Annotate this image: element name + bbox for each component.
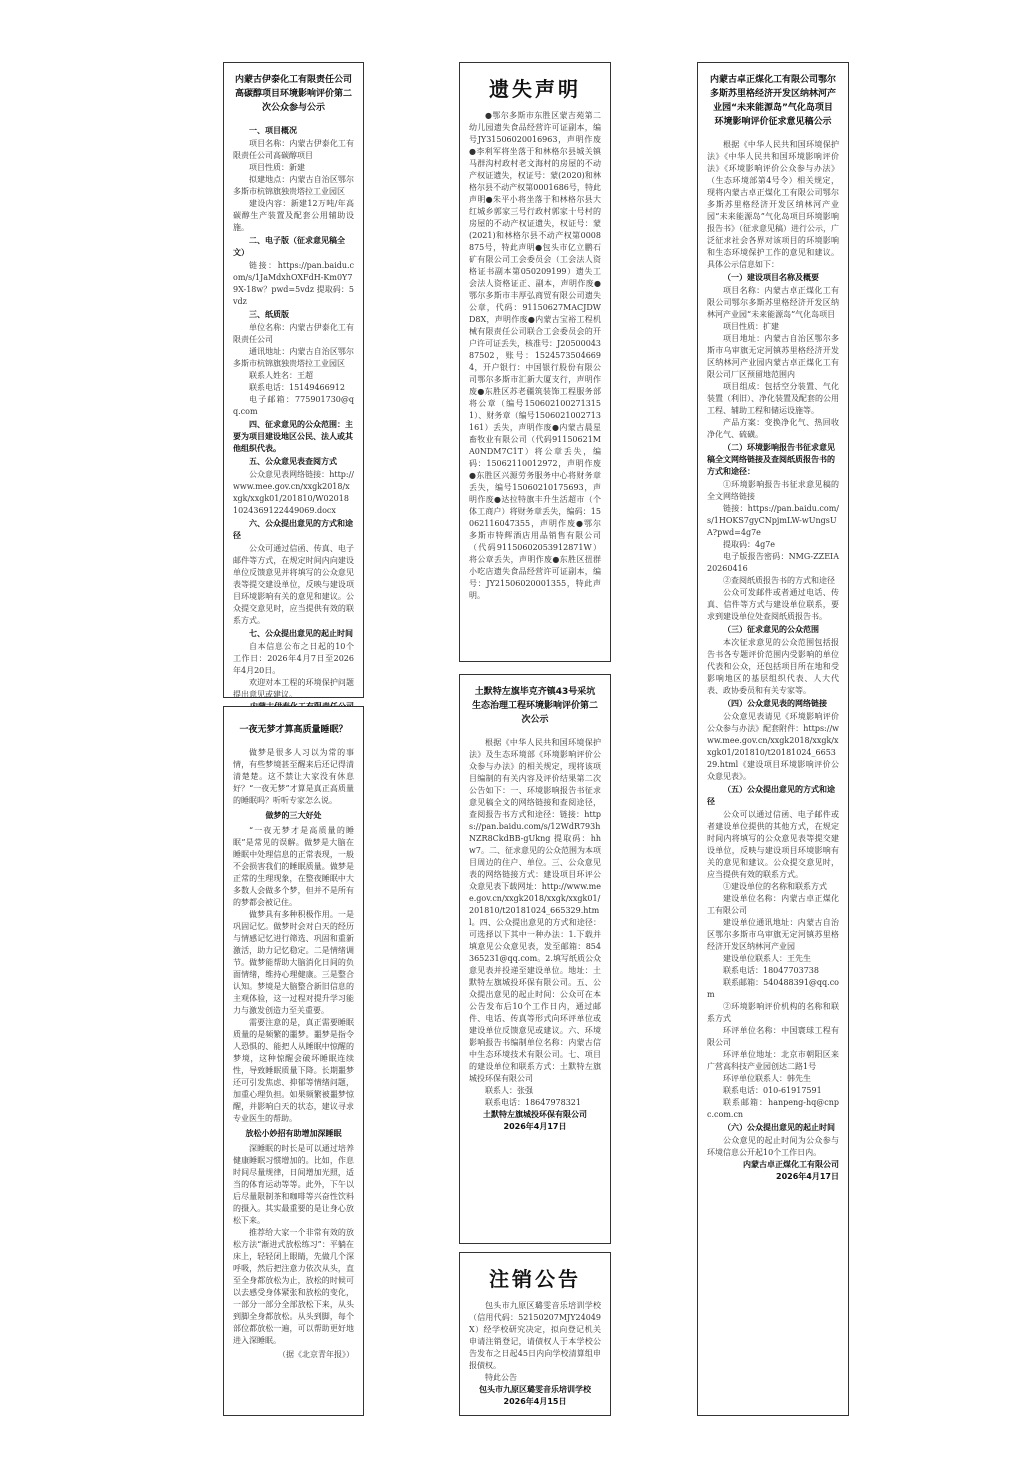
paragraph: 自本信息公布之日起的10个工作日：2026年4月7日至2026年4月20日。 (233, 642, 354, 675)
paragraph: ②环境影响评价机构的名称和联系方式 (707, 1002, 839, 1023)
paragraph: 深睡眠的时长是可以通过培养健康睡眠习惯增加的。比如，作息时间尽量规律，日间增加光照，适当的体育运动等等。此外，下午以后尽量限制茶和咖啡等兴奋性饮料的摄入。其实最重要的是让身心放松下来。 (233, 1144, 354, 1225)
signature-line: 2026年4月17日 (776, 1172, 839, 1181)
notice-body (233, 125, 354, 725)
signature-line: 土默特左旗城投环保有限公司 (483, 1110, 587, 1119)
notice-title: 内蒙古伊泰化工有限责任公司高碳醇项目环境影响评价第二次公众参与公示 (235, 75, 353, 113)
paragraph: 推荐给大家一个非常有效的放松方法“渐进式放松练习”：平躺在床上，轻轻闭上眼睛，先做几个深呼吸，然后把注意力依次从头，直至全身都放松为止，放松的时候可以去感受身体紧张和放松的变化，一部分一部分全部放松下来，从头到脚全身都放松。从头到脚，每个部位都放松一遍，可以帮助更好地进入深睡眠。 (233, 1228, 354, 1345)
paragraph: 链接：https://pan.baidu.com/s/1HOKS7gyCNpjmLW-wUngsUA?pwd=4g7e (707, 504, 839, 537)
paragraph: 建设单位联系人：王先生 (723, 954, 811, 963)
paragraph: 联系邮箱：540488391@qq.com (707, 978, 839, 999)
article-title: 一夜无梦才算高质量睡眠？ (239, 725, 348, 735)
paragraph: 电子邮箱：775901730@qq.com (233, 395, 354, 416)
paragraph: 公众可以通过信函、电子邮件或者建设单位提供的其他方式，在规定时间内将填写的公众意见表等提交建设单位，反映与建设项目环境影响有关的意见和建议。公众提交意见时，应当提供有效的联系方式。 (707, 810, 839, 879)
deregistration-body (469, 1300, 601, 1408)
section-heading: （一）建设项目名称及概要 (723, 273, 819, 282)
notice-yitai-eia (223, 62, 364, 698)
deregistration-notice (459, 1252, 611, 1416)
section-heading: （四）公众意见表的网络链接 (723, 699, 827, 708)
section-heading: （二）环境影响报告书征求意见稿全文网络链接及查阅纸质报告书的方式和途径： (707, 443, 835, 476)
paragraph: 环评单位地址：北京市朝阳区来广营高科技产业园创达二路1号 (707, 1050, 839, 1071)
paragraph: 做梦是很多人习以为常的事情，有些梦境甚至醒来后还记得清清楚楚。这不禁让大家没有休息好？“一夜无梦”才算是真正高质量的睡眠吗？听听专家怎么说。 (233, 748, 354, 805)
paragraph: 通讯地址：内蒙古自治区鄂尔多斯市杭锦旗独贵塔拉工业园区 (233, 347, 354, 368)
notice-title: 内蒙古卓正煤化工有限公司鄂尔多斯苏里格经济开发区纳林河产业园“未来能源岛”气化岛项目环境影响评价征求意见稿公示 (709, 75, 836, 127)
paragraph: 联系电话：15149466912 (249, 383, 345, 392)
subheading: 放松小妙招有助增加深睡眠 (245, 1129, 342, 1138)
lost-notices (459, 62, 611, 662)
paragraph: 建设单位名称：内蒙古卓正煤化工有限公司 (707, 894, 839, 915)
paragraph: 公众可发邮件或者通过电话、传真、信件等方式与建设单位联系，要求到建设单位处查阅纸质报告书。 (707, 588, 839, 621)
paragraph: “一夜无梦才是高质量的睡眠”是常见的误解。做梦是大脑在睡眠中处理信息的正常表现，一般不会损害我们的睡眠质量。做梦是正常的生理现象，在整夜睡眠中大多数人会做多个梦，但并不是所有的梦都会被记住。 (233, 826, 354, 907)
paragraph: 提取码：4g7e (723, 540, 776, 549)
paragraph: 需要注意的是，真正需要睡眠质量的是频繁的噩梦。噩梦是指令人恐惧的、能把人从睡眠中惊醒的梦境，这种惊醒会破坏睡眠连续性，导致睡眠质量下降。长期噩梦还可引发焦虑、抑郁等情绪问题，加重心理负担。如果频繁被噩梦惊醒，并影响白天的状态，建议寻求专业医生的帮助。 (233, 1018, 354, 1123)
paragraph: 拟建地点：内蒙古自治区鄂尔多斯市杭锦旗独贵塔拉工业园区 (233, 175, 354, 196)
paragraph: 项目性质：扩建 (723, 322, 779, 331)
paragraph: ②查阅纸质报告书的方式和途径 (723, 576, 835, 585)
paragraph: 联系电话：18647978321 (485, 1098, 581, 1107)
paragraph: 特此公告 (485, 1373, 517, 1382)
paragraph: 建设单位通讯地址：内蒙古自治区鄂尔多斯市乌审旗无定河镇苏里格经济开发区纳林河产业园 (707, 918, 839, 951)
paragraph: 项目名称：内蒙古伊泰化工有限责任公司高碳醇项目 (233, 139, 354, 160)
paragraph: 本次征求意见的公众范围包括报告书各专题评价范围内受影响的单位代表和公众，还包括项目所在地和受影响地区的基层组织代表、人大代表、政协委员和有关专家等。 (707, 638, 839, 695)
signature-line: 内蒙古卓正煤化工有限公司 (743, 1160, 839, 1169)
section-heading: 二、电子版（征求意见稿全文） (233, 236, 345, 257)
section-heading: 六、公众提出意见的方式和途径 (233, 519, 353, 540)
section-heading: 七、公众提出意见的起止时间 (249, 629, 353, 638)
paragraph: 单位名称：内蒙古伊泰化工有限责任公司 (233, 323, 354, 344)
signature-line: 2026年4月15日 (503, 1397, 567, 1406)
paragraph: 项目组成：包括空分装置、气化装置（利旧）、净化装置及配套的公用工程、辅助工程和储运设施等。 (707, 382, 839, 415)
paragraph: 根据《中华人民共和国环境保护法》及生态环境部《环境影响评价公众参与办法》的相关规定，现将该项目编制的有关内容及评价结果第二次公告如下：一、环境影响报告书征求意见稿全文的网络链接和查阅途径，查阅报告书方式和途径：链接：https://pan.baidu.com/s/12WdR793hNZR8CkdBB-gUkng 提取码：hhw7。二、征求意见的公众范围为本项目周边的住户、单位。三、公众意见表的网络链接方式：建设项目环评公众意见表下载网址：http://www.mee.gov.cn/xxgk2018/xxgk/xxgk01/201810/t20181024_665329.html。四、公众提出意见的方式和途径：可选择以下其中一种办法：1.下载并填意见公众意见表，发至邮箱：854365231@qq.com。2.填写纸质公众意见表并投递至建设单位。地址：土默特左旗城投环保有限公司。五、公众提出意见的起止时间：公众可在本公告发布后10个工作日内，通过邮件、电话、传真等形式向环评单位或建设单位反馈意见或建议。六、环境影响报告书编制单位名称：内蒙古信中生态环境技术有限公司。七、项目的建设单位和联系方式：土默特左旗城投环保有限公司 (469, 738, 601, 1083)
article-dreaming-sleep (223, 706, 364, 1416)
paragraph: 做梦具有多种积极作用。一是巩固记忆。做梦时会对白天的经历与情感记忆进行筛选、巩固和重新激活，助力记忆稳定。二是情绪调节。做梦能帮助大脑消化日间的负面情绪，维持心理健康。三是整合认知。梦境是大脑整合新旧信息的主观体验，这一过程对提升学习能力与激发创造力至关重要。 (233, 910, 354, 1015)
source-credit: （据《北京青年报》） (278, 1350, 354, 1359)
paragraph: 公众意见的起止时间为公众参与环境信息公开起10个工作日内。 (707, 1136, 839, 1157)
paragraph: 公众可通过信函、传真、电子邮件等方式，在规定时间内向建设单位反馈意见并将填写的公众意见表等提交建设单位，反映与建设项目环境影响有关的意见和建议。公众提交意见时，应当提供有效的联系方式。 (233, 544, 354, 625)
deregistration-title: 注销公告 (489, 1267, 581, 1291)
paragraph: 联系电话：18047703738 (723, 966, 819, 975)
paragraph: 建设内容：新建12万吨/年高碳醇生产装置及配套公用辅助设施。 (233, 199, 354, 232)
paragraph: 项目性质：新建 (249, 163, 305, 172)
paragraph: 根据《中华人民共和国环境保护法》《中华人民共和国环境影响评价法》《环境影响评价公众参与办法》（生态环境部第4号令）相关规定，现将内蒙古卓正煤化工有限公司鄂尔多斯苏里格经济开发区纳林河产业园“未来能源岛”气化岛项目环境影响报告书》（征求意见稿）进行公示，广泛征求社会各界对该项目的环境影响和生态环境保护工作的意见和建议。具体公示信息如下： (707, 140, 839, 269)
notice-body (469, 737, 601, 1133)
paragraph: 公众意见表请见《环境影响评价公众参与办法》配套附件：https://www.mee.gov.cn/xxgk2018/xxgk/xxgk01/201810/t20181024_665329.html《建设项目环境影响评价公众意见表》。 (707, 712, 839, 781)
section-heading: 五、公众意见表查阅方式 (249, 457, 337, 466)
paragraph: 联系电话：010-61917591 (723, 1086, 822, 1095)
subheading: 做梦的三大好处 (265, 811, 322, 820)
lost-notices-body (469, 110, 601, 602)
paragraph: 链接：https://pan.baidu.com/s/1JaMdxhOXFdH-Km0Y79X-18w？pwd=5vdz 提取码：5vdz (233, 261, 354, 306)
paragraph: ①环境影响报告书征求意见稿的全文网络链接 (707, 480, 839, 501)
section-heading: 三、纸质版 (249, 310, 289, 319)
notice-title: 土默特左旗毕克齐镇43号采坑生态治理工程环境影响评价第二次公示 (471, 687, 598, 725)
paragraph: 联系人：张强 (485, 1086, 533, 1095)
article-body (233, 747, 354, 1361)
paragraph: 包头市九原区璐雯音乐培训学校（信用代码：52150207MJY24049X）经学校研究决定，拟向登记机关申请注销登记，请债权人于本学校公告发布之日起45日内向学校清算组申报债权。 (469, 1301, 601, 1370)
paragraph: 电子版报告密码：NMG-ZZEIA20260416 (707, 552, 839, 573)
paragraph: 联系人姓名：王超 (249, 371, 313, 380)
paragraph: 产品方案：变换净化气、热回收净化气、硫磺。 (707, 418, 839, 439)
signature-line: 包头市九原区璐雯音乐培训学校 (479, 1385, 591, 1394)
paragraph: ①建设单位的名称和联系方式 (723, 882, 827, 891)
section-heading: （三）征求意见的公众范围 (723, 625, 819, 634)
signature-line: 2026年4月17日 (503, 1122, 567, 1131)
paragraph: 环评单位名称：中国寰球工程有限公司 (707, 1026, 839, 1047)
section-heading: 一、项目概况 (249, 126, 297, 135)
lost-notices-title: 遗失声明 (489, 77, 581, 101)
notice-tumote-eia (459, 674, 611, 1244)
paragraph: 项目名称：内蒙古卓正煤化工有限公司鄂尔多斯苏里格经济开发区纳林河产业园“未来能源岛”气化岛项目 (707, 286, 839, 319)
paragraph: 欢迎对本工程的环境保护问题提出意见或建议。 (233, 678, 354, 699)
section-heading: 四、征求意见的公众范围：主要为项目建设地区公民、法人或其他组织代表。 (233, 420, 353, 453)
paragraph: ●鄂尔多斯市东胜区蒙吉苑第二幼儿园遗失食品经营许可证副本，编号JY31506020016963，声明作废●李利军将坐落于和林格尔县城关镇马群沟村政村老文海村的房屋的不动产权证遗失，权证号：蒙(2020)和林格尔县不动产权第0001686号，特此声明●朱平小将坐落于和林格尔县大红城乡郭家三号行政村郭家十号村的房屋的不动产权证遗失，权证号：蒙(2021)和林格尔县不动产权第0008875号，特此声明●包头市亿立鹏石矿有限公司工会委员会（工会法人资格证书副本第050209199）遗失工会法人资格证正、副本，声明作废●鄂尔多斯市丰厚弘商贸有限公司遗失公章，代码：91150627MACJDWD8X，声明作废●内蒙古宝裕工程机械有限责任公司联合工会委员会的开户许可证丢失，核准号：J2050004387502，账号：15245735046694，开户银行：中国银行股份有限公司鄂尔多斯市汇新大厦支行，声明作废●东胜区苏老疆筑装饰工程服务部将公章（编号1506021002713151）、财务章（编号1506021002713161）丢失，声明作废●内蒙古晨星畜牧业有限公司（代码91150621MA0NDM7C1T）将公章丢失，编码：15062110012972，声明作废●东胜区兴源劳务服务中心将财务章丢失，编号15060210175693，声明作废●达拉特旗丰升生活超市（个体工商户）将财务章丢失，编码：15062116047355，声明作废●鄂尔多斯市特辉酒店用品销售有限公司（代码91150602053912871W）将公章丢失，声明作废●东胜区扭群小吃店遗失食品经营许可证副本，编号：JY21506020001355，特此声明。 (469, 111, 601, 600)
notice-zhuozheng-eia (697, 62, 849, 1416)
paragraph: 公众意见表网络链接：http://www.mee.gov.cn/xxgk2018/xxgk/xxgk01/201810/W020181024369122449069.docx (233, 470, 354, 515)
notice-body (707, 139, 839, 1183)
section-heading: （五）公众提出意见的方式和途径 (707, 785, 835, 806)
paragraph: 联系邮箱：hanpeng-hq@cnpc.com.cn (707, 1098, 839, 1119)
section-heading: （六）公众提出意见的起止时间 (723, 1123, 835, 1132)
paragraph: 项目地址：内蒙古自治区鄂尔多斯市乌审旗无定河镇苏里格经济开发区纳林河产业园内蒙古卓正煤化工有限公司厂区预留地范围内 (707, 334, 839, 379)
paragraph: 环评单位联系人：韩先生 (723, 1074, 811, 1083)
